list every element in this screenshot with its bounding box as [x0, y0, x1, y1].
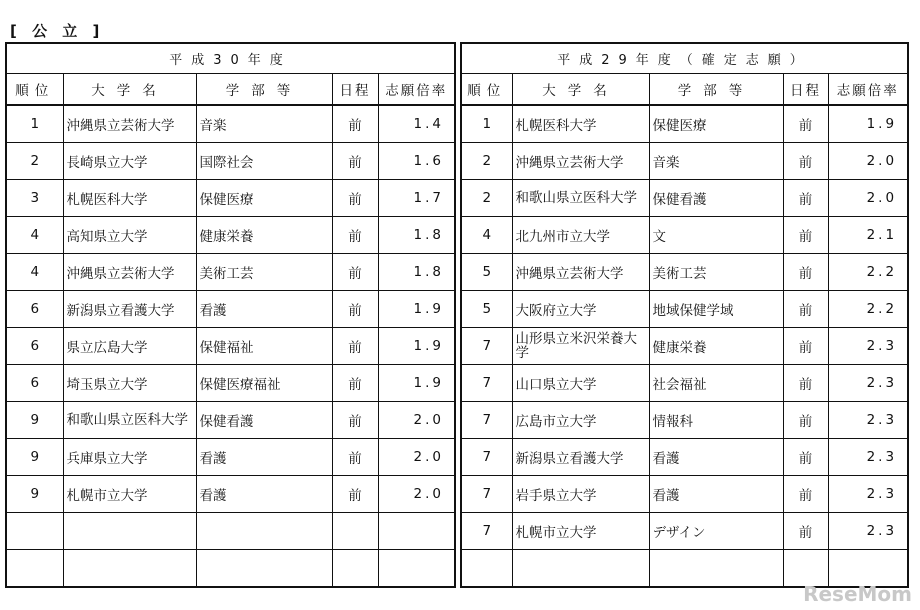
table-row [6, 180, 455, 217]
cell-faculty: 文 [649, 217, 783, 254]
cell-ratio: 1.9 [378, 291, 455, 328]
cell-ratio: 2.3 [828, 513, 908, 550]
cell-ratio [378, 550, 455, 588]
cell-rank: 2 [461, 143, 512, 180]
col-header-university: 大学名 [63, 74, 196, 106]
cell-university: 高知県立大学 [63, 217, 196, 254]
cell-schedule: 前 [783, 439, 828, 476]
table-row [461, 217, 908, 254]
cell-schedule: 前 [332, 291, 378, 328]
cell-schedule: 前 [332, 143, 378, 180]
cell-schedule: 前 [783, 328, 828, 365]
col-header-ratio: 志願倍率 [378, 74, 455, 106]
empty-row [6, 513, 455, 550]
cell-schedule: 前 [783, 105, 828, 143]
cell-faculty: 音楽 [196, 105, 332, 143]
cell-schedule: 前 [332, 439, 378, 476]
cell-faculty: 看護 [196, 439, 332, 476]
table-row [6, 365, 455, 402]
cell-ratio: 2.2 [828, 291, 908, 328]
cell-faculty: 保健看護 [649, 180, 783, 217]
cell-ratio: 1.8 [378, 254, 455, 291]
cell-ratio: 2.0 [378, 402, 455, 439]
cell-university: 沖縄県立芸術大学 [512, 254, 649, 291]
cell-faculty: 健康栄養 [196, 217, 332, 254]
cell-faculty [649, 550, 783, 588]
cell-schedule: 前 [332, 402, 378, 439]
cell-rank: 6 [6, 291, 63, 328]
cell-schedule: 前 [783, 143, 828, 180]
cell-rank [6, 550, 63, 588]
cell-faculty: 国際社会 [196, 143, 332, 180]
col-header-schedule: 日程 [783, 74, 828, 106]
cell-ratio: 2.3 [828, 328, 908, 365]
col-header-schedule: 日程 [332, 74, 378, 106]
cell-rank: 7 [461, 328, 512, 365]
table-row [461, 143, 908, 180]
table-row [6, 143, 455, 180]
cell-rank: 7 [461, 513, 512, 550]
cell-rank: 2 [6, 143, 63, 180]
ranking-table-h30 [5, 42, 456, 588]
cell-faculty: 美術工芸 [649, 254, 783, 291]
cell-ratio: 2.1 [828, 217, 908, 254]
col-header-faculty: 学部等 [196, 74, 332, 106]
cell-university: 新潟県立看護大学 [512, 439, 649, 476]
cell-schedule: 前 [783, 291, 828, 328]
table-row [6, 217, 455, 254]
empty-row [6, 550, 455, 588]
table-row [6, 402, 455, 439]
table-row [6, 291, 455, 328]
table-row [6, 254, 455, 291]
table-row [461, 180, 908, 217]
cell-schedule: 前 [783, 513, 828, 550]
cell-university: 札幌医科大学 [63, 180, 196, 217]
cell-university: 県立広島大学 [63, 328, 196, 365]
table-row [6, 476, 455, 513]
col-header-ratio: 志願倍率 [828, 74, 908, 106]
table-row [461, 365, 908, 402]
cell-ratio: 1.6 [378, 143, 455, 180]
cell-university: 山口県立大学 [512, 365, 649, 402]
table-row [461, 476, 908, 513]
cell-schedule: 前 [783, 217, 828, 254]
cell-rank: 5 [461, 254, 512, 291]
col-header-rank: 順位 [6, 74, 63, 106]
table-row [461, 105, 908, 143]
table-row [461, 439, 908, 476]
table-row [461, 513, 908, 550]
cell-schedule: 前 [783, 180, 828, 217]
ranking-table-h29 [460, 42, 909, 588]
cell-faculty: 地域保健学域 [649, 291, 783, 328]
cell-rank: 4 [6, 254, 63, 291]
cell-schedule: 前 [783, 402, 828, 439]
cell-rank: 9 [6, 439, 63, 476]
cell-ratio: 2.3 [828, 365, 908, 402]
cell-rank: 6 [6, 328, 63, 365]
cell-schedule: 前 [332, 328, 378, 365]
cell-rank: 4 [6, 217, 63, 254]
cell-faculty: 社会福祉 [649, 365, 783, 402]
cell-faculty: 保健福祉 [196, 328, 332, 365]
cell-rank: 7 [461, 365, 512, 402]
cell-university: 埼玉県立大学 [63, 365, 196, 402]
resemom-logo: ReseMom [803, 582, 912, 606]
cell-schedule: 前 [332, 217, 378, 254]
cell-ratio: 2.0 [378, 439, 455, 476]
col-header-university: 大学名 [512, 74, 649, 106]
cell-rank: 7 [461, 476, 512, 513]
cell-university [63, 550, 196, 588]
cell-rank: 5 [461, 291, 512, 328]
cell-ratio: 1.9 [378, 365, 455, 402]
cell-schedule: 前 [332, 365, 378, 402]
cell-faculty [196, 513, 332, 550]
cell-faculty: 看護 [649, 439, 783, 476]
cell-faculty: デザイン [649, 513, 783, 550]
cell-faculty: 保健医療 [196, 180, 332, 217]
cell-rank: 7 [461, 402, 512, 439]
cell-university: 岩手県立大学 [512, 476, 649, 513]
cell-university: 沖縄県立芸術大学 [63, 254, 196, 291]
cell-university: 札幌市立大学 [512, 513, 649, 550]
cell-ratio: 1.8 [378, 217, 455, 254]
period-title-h30: 平成30年度 [6, 43, 455, 74]
cell-ratio: 1.7 [378, 180, 455, 217]
cell-faculty: 音楽 [649, 143, 783, 180]
cell-ratio: 1.4 [378, 105, 455, 143]
cell-university: 新潟県立看護大学 [63, 291, 196, 328]
cell-university: 和歌山県立医科大学 [512, 180, 649, 217]
cell-rank: 6 [6, 365, 63, 402]
cell-faculty: 保健医療 [649, 105, 783, 143]
table-row [461, 328, 908, 365]
cell-schedule: 前 [332, 180, 378, 217]
table-row [6, 105, 455, 143]
cell-university: 沖縄県立芸術大学 [63, 105, 196, 143]
cell-rank: 1 [6, 105, 63, 143]
cell-ratio: 1.9 [828, 105, 908, 143]
section-label: [ 公 立 ] [10, 22, 105, 40]
cell-faculty: 看護 [196, 291, 332, 328]
table-row [6, 328, 455, 365]
cell-rank [6, 513, 63, 550]
cell-university: 札幌市立大学 [63, 476, 196, 513]
cell-university: 北九州市立大学 [512, 217, 649, 254]
cell-faculty: 保健医療福祉 [196, 365, 332, 402]
cell-rank: 3 [6, 180, 63, 217]
cell-faculty: 情報科 [649, 402, 783, 439]
cell-rank [461, 550, 512, 588]
cell-ratio: 2.2 [828, 254, 908, 291]
cell-rank: 2 [461, 180, 512, 217]
cell-university [512, 550, 649, 588]
cell-schedule: 前 [783, 254, 828, 291]
table-row [461, 402, 908, 439]
cell-ratio [378, 513, 455, 550]
cell-ratio: 2.3 [828, 476, 908, 513]
table-row [461, 291, 908, 328]
cell-ratio: 2.0 [828, 180, 908, 217]
cell-schedule: 前 [332, 105, 378, 143]
cell-schedule: 前 [783, 365, 828, 402]
cell-ratio: 2.3 [828, 402, 908, 439]
cell-faculty: 健康栄養 [649, 328, 783, 365]
col-header-rank: 順位 [461, 74, 512, 106]
cell-university: 札幌医科大学 [512, 105, 649, 143]
cell-rank: 1 [461, 105, 512, 143]
cell-university: 和歌山県立医科大学 [63, 402, 196, 439]
cell-rank: 9 [6, 476, 63, 513]
cell-university: 広島市立大学 [512, 402, 649, 439]
cell-faculty [196, 550, 332, 588]
col-header-faculty: 学部等 [649, 74, 783, 106]
cell-university: 大阪府立大学 [512, 291, 649, 328]
cell-ratio: 2.0 [828, 143, 908, 180]
cell-university: 沖縄県立芸術大学 [512, 143, 649, 180]
cell-rank: 7 [461, 439, 512, 476]
cell-ratio: 2.0 [378, 476, 455, 513]
cell-faculty: 美術工芸 [196, 254, 332, 291]
cell-faculty: 看護 [196, 476, 332, 513]
cell-university: 長崎県立大学 [63, 143, 196, 180]
cell-university [63, 513, 196, 550]
cell-schedule [332, 550, 378, 588]
cell-schedule: 前 [332, 476, 378, 513]
table-row [6, 439, 455, 476]
cell-schedule [332, 513, 378, 550]
cell-schedule: 前 [783, 476, 828, 513]
period-title-h29: 平成29年度（確定志願） [461, 43, 908, 74]
table-row [461, 254, 908, 291]
cell-ratio: 1.9 [378, 328, 455, 365]
cell-university: 兵庫県立大学 [63, 439, 196, 476]
cell-schedule: 前 [332, 254, 378, 291]
cell-university: 山形県立米沢栄養大学 [512, 328, 649, 365]
cell-rank: 9 [6, 402, 63, 439]
cell-rank: 4 [461, 217, 512, 254]
cell-faculty: 保健看護 [196, 402, 332, 439]
cell-faculty: 看護 [649, 476, 783, 513]
cell-ratio: 2.3 [828, 439, 908, 476]
